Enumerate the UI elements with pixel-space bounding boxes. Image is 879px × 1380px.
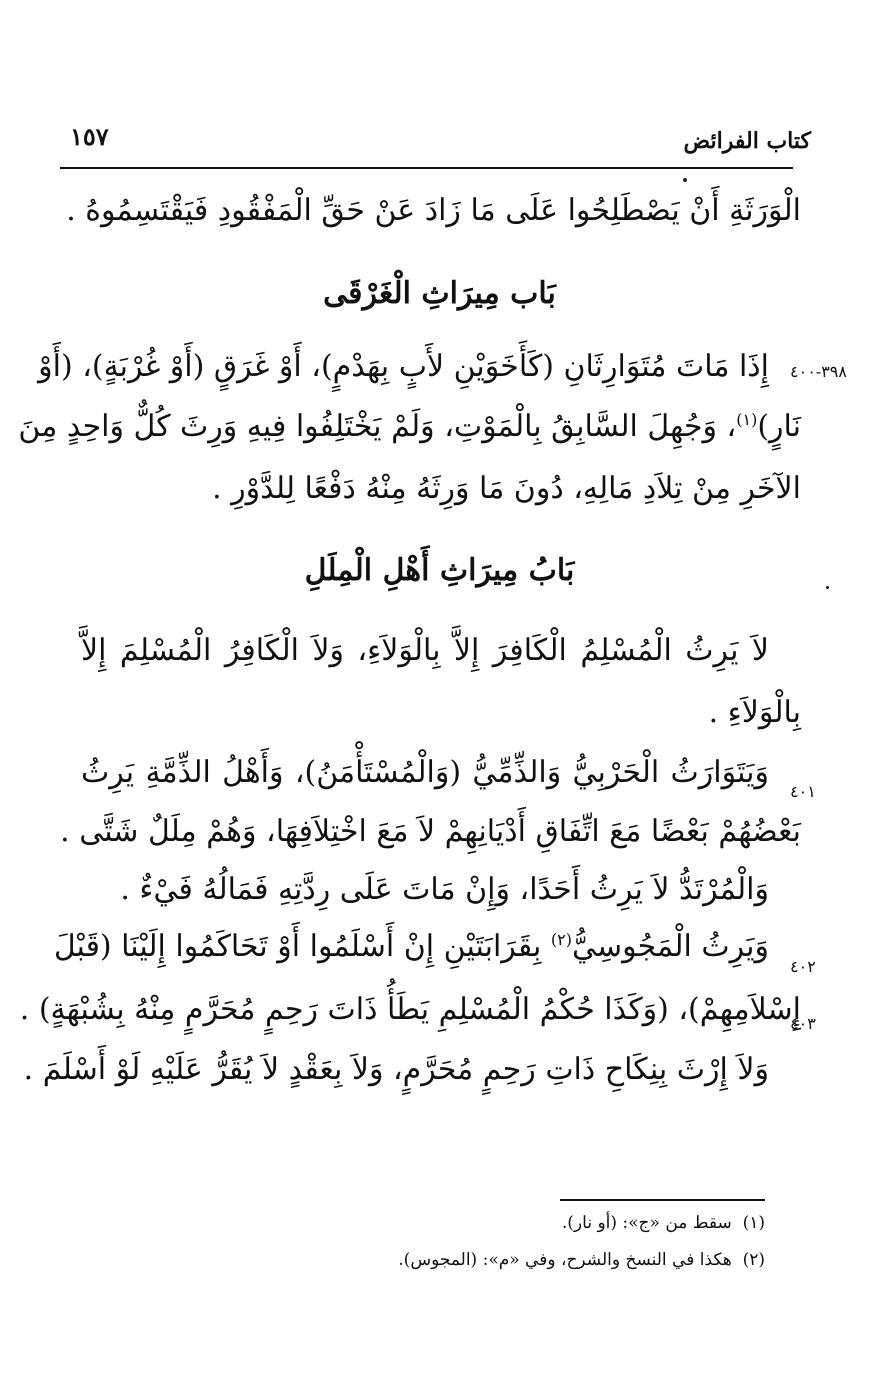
- religions-line-1: لاَ يَرِثُ الْمُسْلِمُ الْكَافِرَ إِلاَّ بِالْوَلاَءِ، وَلاَ الْكَافِرُ الْمُسْلِمَ إِلاَّ: [81, 633, 769, 668]
- religions-line-3: وَيَتَوَارَثُ الْحَرْبِيُّ وَالذِّمِّيُّ (وَالْمُسْتَأْمَنُ)، وَأَهْلُ الذِّمَّةِ يَرِثُ: [81, 755, 769, 790]
- religions-line-6-start: وَيَرِثُ الْمَجُوسِيُّ: [572, 929, 769, 964]
- footnote-ref-2: (٢): [550, 930, 572, 949]
- footnote-1: [562, 1213, 765, 1233]
- footnote-1-number: (١): [742, 1213, 765, 1233]
- header-rule: [60, 167, 793, 169]
- book-title: كتاب الفرائض: [683, 128, 811, 154]
- chapter-heading-religions: بَابُ مِيرَاثِ أَهْلِ الْمِلَلِ: [304, 553, 575, 588]
- footnote-2: [398, 1250, 765, 1270]
- intro-line: الْوَرَثَةِ أَنْ يَصْطَلِحُوا عَلَى مَا زَادَ عَنْ حَقِّ الْمَفْقُودِ فَيَقْتَسِمُوهُ .: [66, 193, 801, 228]
- religions-line-7: إِسْلاَمِهِمْ)، (وَكَذَا حُكْمُ الْمُسْلِمِ يَطَأُ ذَاتَ رَحِمٍ مُحَرَّمٍ مِنْهُ بِشُبْهَةٍ) .: [19, 992, 801, 1027]
- margin-number-398-400: ٣٩٨-٤٠٠: [790, 362, 847, 381]
- footnote-1-text: سقط من «ج»: (أو نار).: [561, 1213, 732, 1233]
- footnote-2-text: هكذا في النسخ والشرح، وفي «م»: (المجوس).: [398, 1250, 732, 1270]
- drowned-line-2-end: ، وَجُهِلَ السَّابِقُ بِالْمَوْتِ، وَلَمْ يَخْتَلِفُوا فِيهِ وَرِثَ كُلٌّ وَاحِدٍ مِنَ: [18, 409, 737, 444]
- stray-dot: [826, 586, 829, 589]
- margin-number-403: ٤٠٣: [790, 1014, 816, 1033]
- religions-line-8: وَلاَ إِرْثَ بِنِكَاحِ ذَاتِ رَحِمٍ مُحَرَّمٍ، وَلاَ بِعَقْدٍ لاَ يُقَرُّ عَلَيْهِ لَوْ أَسْلَمَ .: [23, 1052, 769, 1087]
- drowned-line-2: [18, 409, 801, 444]
- footnote-rule: [560, 1199, 765, 1201]
- drowned-line-2-start: نَارٍ): [757, 409, 801, 444]
- margin-number-402: ٤٠٢: [790, 957, 816, 976]
- religions-line-2: بِالْوَلاَءِ .: [708, 695, 801, 730]
- margin-number-401: ٤٠١: [790, 782, 816, 801]
- page-number: ١٥٧: [70, 122, 109, 151]
- stray-dot: [683, 178, 687, 182]
- footnote-ref-1: (١): [736, 410, 758, 429]
- chapter-heading-drowned: بَاب مِيرَاثِ الْغَرْقَى: [323, 276, 556, 311]
- drowned-line-3: الآخَرِ مِنْ تِلاَدِ مَالِهِ، دُونَ مَا وَرِثَهُ مِنْهُ دَفْعًا لِلدَّوْرِ .: [212, 471, 801, 506]
- religions-line-6: [53, 929, 769, 964]
- religions-line-5: وَالْمُرْتَدُّ لاَ يَرِثُ أَحَدًا، وَإِنْ مَاتَ عَلَى رِدَّتِهِ فَمَالُهُ فَيْءٌ .: [120, 872, 769, 907]
- religions-line-4: بَعْضُهُمْ بَعْضًا مَعَ اتِّفَاقِ أَدْيَانِهِمْ لاَ مَعَ اخْتِلاَفِهَا، وَهُمْ مِلَلٌ شَتَّى .: [60, 814, 801, 849]
- drowned-line-1: إِذَا مَاتَ مُتَوَارِثَانِ (كَأَخَوَيْنِ لأَبٍ بِهَدْمٍ)، أَوْ غَرَقٍ (أَوْ غُرْبَةٍ)، (أَوْ: [38, 349, 769, 384]
- religions-line-6-end: بِقَرَابَتَيْنِ إِنْ أَسْلَمُوا أَوْ تَحَاكَمُوا إِلَيْنَا (قَبْلَ: [53, 929, 551, 964]
- footnote-2-number: (٢): [742, 1250, 765, 1270]
